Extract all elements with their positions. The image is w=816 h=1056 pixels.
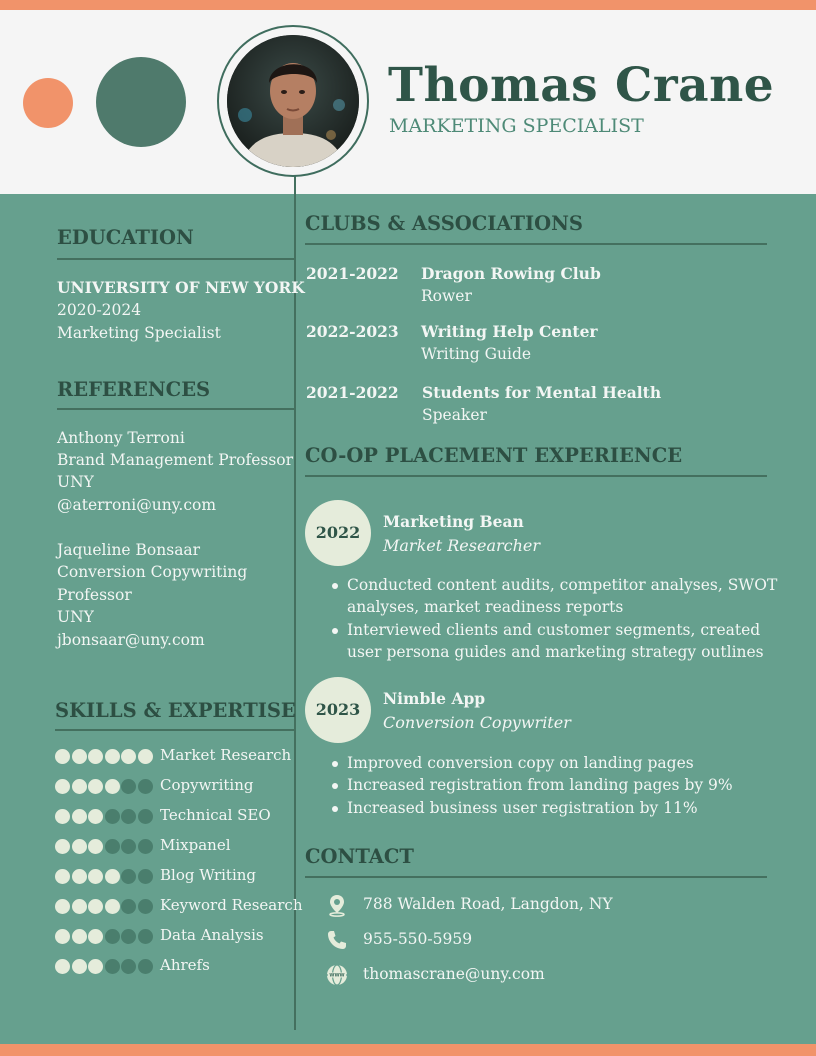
skill-dot-empty [121,929,136,944]
coop-role: Conversion Copywriter [383,713,571,732]
skill-dot-empty [138,809,153,824]
coop-bullet: Increased business user registration by 11% [347,797,698,820]
references-rule [57,408,294,410]
svg-text:WWW: WWW [329,973,345,979]
skill-dot-empty [121,899,136,914]
coop-role: Market Researcher [383,536,541,555]
skill-level-dots [55,929,155,945]
skill-dot-filled [55,899,70,914]
skill-dot-filled [72,749,87,764]
skill-dot-filled [88,809,103,824]
phone-icon [325,928,349,952]
skill-level-dots [55,749,155,765]
contact-heading: CONTACT [305,845,414,868]
skill-label: Data Analysis [160,926,264,944]
coop-bullet: Conducted content audits, competitor analyses, SWOT [347,574,777,597]
club-role: Rower [421,287,472,305]
coop-bullet: Improved conversion copy on landing pages [347,752,694,775]
skill-dot-filled [88,899,103,914]
coop-bullet-continued: analyses, market readiness reports [347,598,624,616]
skill-dot-filled [55,839,70,854]
skill-dot-empty [138,959,153,974]
skill-dot-filled [55,869,70,884]
skill-dot-filled [88,779,103,794]
skill-dot-empty [105,929,120,944]
contact-address: 788 Walden Road, Langdon, NY [363,895,613,913]
coop-year-badge: 2023 [305,677,371,743]
contact-email[interactable]: thomascrane@uny.com [363,965,545,983]
coop-bullet: Interviewed clients and customer segments, created [347,619,760,642]
reference-contact[interactable]: jbonsaar@uny.com [57,631,205,649]
skill-dot-filled [88,749,103,764]
skill-dot-filled [72,869,87,884]
skill-dot-filled [55,779,70,794]
contact-rule [305,876,767,878]
skill-dot-filled [88,959,103,974]
skill-dot-filled [55,929,70,944]
reference-contact[interactable]: @aterroni@uny.com [57,496,217,514]
reference-role: Conversion Copywriting [57,563,248,581]
skill-dot-filled [138,749,153,764]
skill-dot-empty [138,839,153,854]
coop-company: Marketing Bean [383,512,524,531]
skill-dot-empty [138,929,153,944]
contact-phone[interactable]: 955-550-5959 [363,930,473,948]
skill-dot-filled [72,959,87,974]
reference-role: Brand Management Professor [57,451,294,469]
skill-level-dots [55,869,155,885]
skill-level-dots [55,779,155,795]
skill-dot-filled [88,839,103,854]
club-role: Writing Guide [421,345,532,363]
skill-dot-empty [138,899,153,914]
skill-dot-filled [55,749,70,764]
club-role: Speaker [422,406,487,424]
skill-dot-filled [72,929,87,944]
coop-heading: CO-OP PLACEMENT EXPERIENCE [305,444,683,467]
top-accent-bar [0,0,816,10]
skill-label: Keyword Research [160,896,303,914]
skill-label: Copywriting [160,776,254,794]
skill-dot-empty [105,809,120,824]
coop-bullet-continued: user persona guides and marketing strategy outlines [347,643,764,661]
skill-dot-filled [105,779,120,794]
club-years: 2022-2023 [306,322,399,341]
coop-year-badge: 2022 [305,500,371,566]
education-school: UNIVERSITY OF NEW YORK [57,278,305,297]
skill-dot-filled [55,959,70,974]
skill-dot-empty [138,869,153,884]
reference-org: UNY [57,473,94,491]
skill-label: Market Research [160,746,292,764]
skill-dot-empty [105,839,120,854]
coop-bullet: Increased registration from landing pages by 9% [347,774,733,797]
skill-dot-filled [72,779,87,794]
skill-dot-empty [121,839,136,854]
skill-dot-filled [88,929,103,944]
decorative-green-circle [96,57,186,147]
skill-label: Technical SEO [160,806,271,824]
reference-role-continued: Professor [57,586,132,604]
skill-dot-filled [105,749,120,764]
skill-dot-empty [121,959,136,974]
club-name: Dragon Rowing Club [421,264,601,283]
bottom-accent-bar [0,1044,816,1056]
skill-dot-filled [121,749,136,764]
person-name: Thomas Crane [388,58,775,113]
skills-heading: SKILLS & EXPERTISE [55,699,296,722]
skill-level-dots [55,899,155,915]
skill-dot-filled [72,839,87,854]
clubs-rule [305,243,767,245]
education-years: 2020-2024 [57,301,142,319]
skill-level-dots [55,809,155,825]
skill-dot-filled [105,869,120,884]
club-name: Writing Help Center [421,322,598,341]
references-heading: REFERENCES [57,378,211,401]
clubs-heading: CLUBS & ASSOCIATIONS [305,212,583,235]
reference-name: Jaqueline Bonsaar [57,541,201,559]
job-title: MARKETING SPECIALIST [389,115,644,137]
skill-dot-empty [121,869,136,884]
skill-level-dots [55,839,155,855]
skill-dot-filled [72,809,87,824]
skill-dot-filled [55,809,70,824]
skill-dot-filled [72,899,87,914]
skill-dot-empty [138,779,153,794]
skill-level-dots [55,959,155,975]
skill-dot-empty [105,959,120,974]
skill-dot-empty [121,779,136,794]
skill-dot-filled [88,869,103,884]
decorative-orange-circle [23,78,73,128]
profile-photo-frame [217,25,369,177]
skill-dot-filled [105,899,120,914]
education-heading: EDUCATION [57,226,194,249]
location-pin-icon [325,893,349,917]
coop-rule [305,475,767,477]
club-years: 2021-2022 [306,264,399,283]
skill-label: Blog Writing [160,866,257,884]
education-rule [57,258,294,260]
education-degree: Marketing Specialist [57,324,221,342]
profile-photo [227,35,359,167]
reference-org: UNY [57,608,94,626]
club-years: 2021-2022 [306,383,399,402]
skill-label: Mixpanel [160,836,231,854]
skills-rule [55,729,294,731]
skill-dot-empty [121,809,136,824]
reference-name: Anthony Terroni [57,429,185,447]
coop-company: Nimble App [383,689,486,708]
skill-label: Ahrefs [160,956,210,974]
club-name: Students for Mental Health [422,383,662,402]
globe-icon [325,963,349,987]
